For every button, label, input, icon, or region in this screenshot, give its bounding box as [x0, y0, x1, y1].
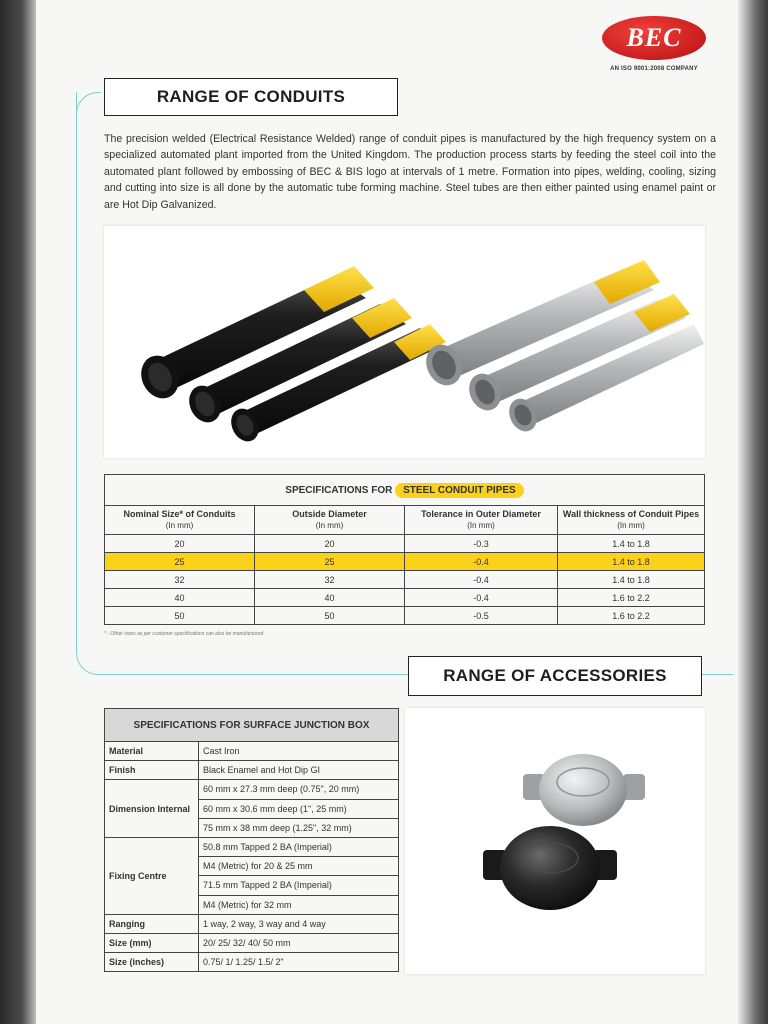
row-label: Ranging [105, 914, 199, 933]
table-row [105, 780, 399, 799]
page-edge [738, 0, 768, 1024]
cell: 40 [105, 589, 255, 607]
section-title-accessories [408, 656, 702, 696]
row-label: Fixing Centre [105, 837, 199, 914]
row-value: Black Enamel and Hot Dip GI [199, 761, 399, 780]
section-title-text: RANGE OF CONDUITS [156, 87, 346, 106]
black-junction-box [483, 826, 617, 910]
conduit-pipes-photo [104, 226, 705, 458]
table-row-highlighted [105, 553, 705, 571]
table-row [105, 571, 705, 589]
header-nominal-size [105, 506, 255, 535]
cell: 20 [255, 535, 405, 553]
table-footnote: * - Other sizes as per customer specifications can also be manufactured [104, 631, 264, 637]
table-row [105, 953, 399, 972]
row-value: M4 (Metric) for 20 & 25 mm [199, 857, 399, 876]
header-title: Outside Diameter [292, 509, 367, 519]
row-label: Size (inches) [105, 953, 199, 972]
row-label: Finish [105, 761, 199, 780]
junction-box-photo [405, 708, 705, 974]
cell: 1.4 to 1.8 [558, 535, 705, 553]
row-value: 1 way, 2 way, 3 way and 4 way [199, 914, 399, 933]
table-row [105, 914, 399, 933]
section-title-conduits [104, 78, 398, 116]
caption-prefix: SPECIFICATIONS FOR [285, 484, 393, 496]
row-value: 71.5 mm Tapped 2 BA (Imperial) [199, 876, 399, 895]
table-row [105, 761, 399, 780]
header-wall-thickness [558, 506, 705, 535]
row-value: 50.8 mm Tapped 2 BA (Imperial) [199, 837, 399, 856]
table-row [105, 589, 705, 607]
header-outside-diameter [255, 506, 405, 535]
table-row [105, 535, 705, 553]
junction-table-caption-row [105, 709, 399, 742]
table-row [105, 933, 399, 952]
cell: 32 [255, 571, 405, 589]
steel-conduit-spec-table [104, 474, 705, 625]
galvanized-junction-box [523, 754, 645, 826]
conduit-pipes-illustration [104, 226, 705, 458]
cell: 25 [255, 553, 405, 571]
intro-paragraph: The precision welded (Electrical Resistance Welded) range of conduit pipes is manufactured by the high frequency system on a specialized automated plant imported from the United Kingdom. The production process starts by feeding the steel coil into the automated plant followed by embossing of BEC & BIS logo at intervals of 1 metre. Formation into pipes, welding, cooling, sizing and cutting into size is all done by the automatic tube forming machine. Steel tubes are then either painted using enamel paint or are Hot Dip Galvanized. [104, 133, 716, 211]
row-label: Size (mm) [105, 933, 199, 952]
cell: -0.4 [405, 553, 558, 571]
junction-table-caption: SPECIFICATIONS FOR SURFACE JUNCTION BOX [105, 709, 399, 742]
header-unit: (In mm) [315, 521, 344, 530]
cell: 1.6 to 2.2 [558, 607, 705, 625]
cell: 25 [105, 553, 255, 571]
catalog-page [36, 0, 738, 1024]
header-title: Tolerance in Outer Diameter [421, 509, 541, 519]
table-row [105, 742, 399, 761]
caption-highlight: STEEL CONDUIT PIPES [395, 483, 524, 498]
header-title: Nominal Size* of Conduits [123, 509, 236, 519]
cell: 1.4 to 1.8 [558, 553, 705, 571]
row-value: 75 mm x 38 mm deep (1.25", 32 mm) [199, 818, 399, 837]
cell: 50 [255, 607, 405, 625]
cell: 1.6 to 2.2 [558, 589, 705, 607]
row-value: 20/ 25/ 32/ 40/ 50 mm [199, 933, 399, 952]
cell: -0.3 [405, 535, 558, 553]
row-label: Material [105, 742, 199, 761]
cell: -0.4 [405, 589, 558, 607]
bec-logo [602, 16, 706, 60]
table-row [105, 607, 705, 625]
row-value: 60 mm x 27.3 mm deep (0.75", 20 mm) [199, 780, 399, 799]
steel-table-caption [105, 475, 705, 506]
junction-box-spec-table [104, 708, 399, 972]
table-row [105, 837, 399, 856]
binding-spine [0, 0, 36, 1024]
row-value: Cast Iron [199, 742, 399, 761]
row-value: 0.75/ 1/ 1.25/ 1.5/ 2" [199, 953, 399, 972]
steel-table-caption-row [105, 475, 705, 506]
header-title: Wall thickness of Conduit Pipes [562, 509, 700, 519]
section-title-text: RANGE OF ACCESSORIES [443, 666, 667, 685]
junction-box-illustration [405, 708, 705, 974]
header-unit: (In mm) [467, 521, 495, 530]
header-unit: (In mm) [617, 521, 645, 530]
logo-text: BEC [626, 23, 682, 52]
row-value: 60 mm x 30.6 mm deep (1", 25 mm) [199, 799, 399, 818]
cell: 32 [105, 571, 255, 589]
cell: -0.4 [405, 571, 558, 589]
cell: 1.4 to 1.8 [558, 571, 705, 589]
header-unit: (In mm) [165, 521, 194, 530]
cell: -0.5 [405, 607, 558, 625]
row-label: Dimension Internal [105, 780, 199, 838]
cell: 50 [105, 607, 255, 625]
steel-table-header-row [105, 506, 705, 535]
header-tolerance [405, 506, 558, 535]
row-value: M4 (Metric) for 32 mm [199, 895, 399, 914]
cell: 20 [105, 535, 255, 553]
iso-tagline: AN ISO 9001:2008 COMPANY [610, 66, 698, 72]
cell: 40 [255, 589, 405, 607]
